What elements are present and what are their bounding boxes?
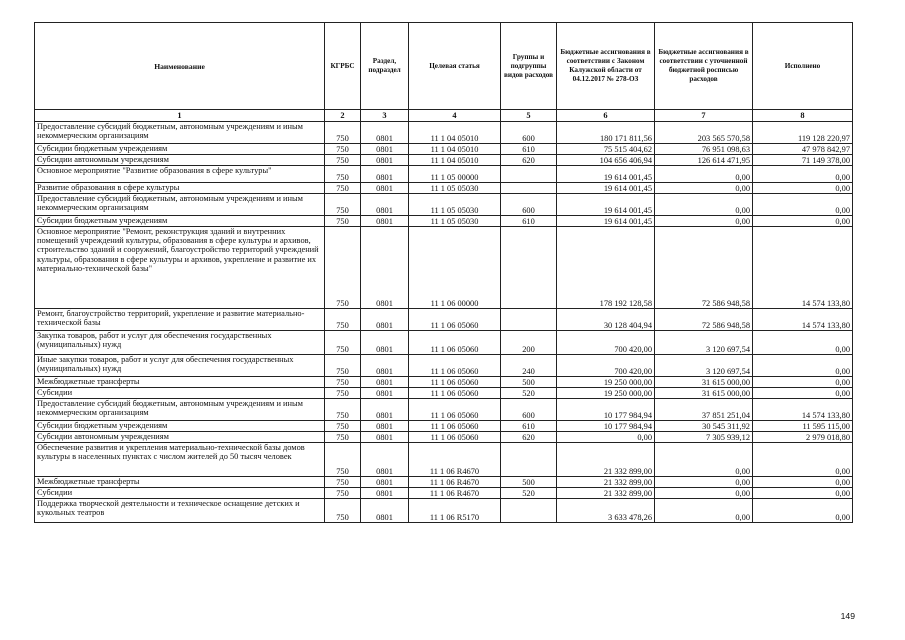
table-row <box>35 227 853 309</box>
row-law-amount-cell: 178 192 128,58 <box>557 227 655 309</box>
row-revised-amount-cell: 3 120 697,54 <box>655 355 753 377</box>
budget-table <box>34 22 853 523</box>
row-name-cell: Поддержка творческой деятельности и техническое оснащение детских и кукольных театров <box>35 499 325 523</box>
row-group-cell <box>501 309 557 331</box>
row-target-cell: 11 1 05 05030 <box>409 216 501 227</box>
row-section-cell: 0801 <box>361 227 409 309</box>
row-name-cell: Субсидии бюджетным учреждениям <box>35 421 325 432</box>
row-section-cell: 0801 <box>361 399 409 421</box>
header-groups: Группы и подгруппы видов расходов <box>501 23 557 110</box>
table-row <box>35 355 853 377</box>
row-law-amount-cell: 21 332 899,00 <box>557 488 655 499</box>
row-law-amount-cell: 19 250 000,00 <box>557 388 655 399</box>
row-revised-amount-cell: 0,00 <box>655 488 753 499</box>
header-executed: Исполнено <box>753 23 853 110</box>
row-revised-amount-cell: 203 565 570,58 <box>655 122 753 144</box>
row-section-cell: 0801 <box>361 183 409 194</box>
row-kgrbs-cell: 750 <box>325 377 361 388</box>
row-executed-amount-cell: 0,00 <box>753 331 853 355</box>
table-row <box>35 144 853 155</box>
row-group-cell <box>501 183 557 194</box>
row-target-cell: 11 1 06 R4670 <box>409 477 501 488</box>
table-row <box>35 155 853 166</box>
row-name-cell: Иные закупки товаров, работ и услуг для обеспечения государственных (муниципальных) нужд <box>35 355 325 377</box>
row-group-cell <box>501 499 557 523</box>
row-group-cell: 610 <box>501 144 557 155</box>
row-executed-amount-cell: 14 574 133,80 <box>753 309 853 331</box>
row-law-amount-cell: 21 332 899,00 <box>557 477 655 488</box>
row-kgrbs-cell: 750 <box>325 144 361 155</box>
row-law-amount-cell: 700 420,00 <box>557 331 655 355</box>
row-kgrbs-cell: 750 <box>325 331 361 355</box>
row-executed-amount-cell: 0,00 <box>753 166 853 183</box>
row-revised-amount-cell: 0,00 <box>655 216 753 227</box>
row-name-cell: Субсидии бюджетным учреждениям <box>35 216 325 227</box>
table-row <box>35 377 853 388</box>
row-section-cell: 0801 <box>361 355 409 377</box>
header-target: Целевая статья <box>409 23 501 110</box>
row-kgrbs-cell: 750 <box>325 309 361 331</box>
row-target-cell: 11 1 05 05030 <box>409 183 501 194</box>
row-executed-amount-cell: 0,00 <box>753 377 853 388</box>
row-section-cell: 0801 <box>361 432 409 443</box>
row-kgrbs-cell: 750 <box>325 183 361 194</box>
column-number-row <box>35 110 853 122</box>
row-executed-amount-cell: 0,00 <box>753 443 853 477</box>
table-row <box>35 183 853 194</box>
row-group-cell: 610 <box>501 216 557 227</box>
row-section-cell: 0801 <box>361 331 409 355</box>
col-number: 1 <box>35 110 325 122</box>
col-number: 6 <box>557 110 655 122</box>
row-target-cell: 11 1 06 05060 <box>409 355 501 377</box>
row-kgrbs-cell: 750 <box>325 499 361 523</box>
row-section-cell: 0801 <box>361 122 409 144</box>
row-name-cell: Закупка товаров, работ и услуг для обеспечения государственных (муниципальных) нужд <box>35 331 325 355</box>
row-target-cell: 11 1 06 05060 <box>409 432 501 443</box>
row-law-amount-cell: 10 177 984,94 <box>557 421 655 432</box>
row-law-amount-cell: 21 332 899,00 <box>557 443 655 477</box>
table-row <box>35 443 853 477</box>
row-name-cell: Основное мероприятие "Ремонт, реконструкция зданий и внутренних помещений учреждений культуры, образования в сфере культуры и архивов, строительство зданий и сооружений, благоустройство территорий учреждений культуры, образования в сфере культуры и архивов, укрепление и развитие их материально-технической базы" <box>35 227 325 309</box>
row-target-cell: 11 1 05 00000 <box>409 166 501 183</box>
row-section-cell: 0801 <box>361 166 409 183</box>
header-revised: Бюджетные ассигнования в соответствии с уточненной бюджетной росписью расходов <box>655 23 753 110</box>
row-section-cell: 0801 <box>361 477 409 488</box>
header-kgrbs: КГРБС <box>325 23 361 110</box>
header-name: Наименование <box>35 23 325 110</box>
row-name-cell: Межбюджетные трансферты <box>35 377 325 388</box>
row-executed-amount-cell: 47 978 842,97 <box>753 144 853 155</box>
row-law-amount-cell: 10 177 984,94 <box>557 399 655 421</box>
row-revised-amount-cell: 30 545 311,92 <box>655 421 753 432</box>
row-revised-amount-cell: 0,00 <box>655 166 753 183</box>
row-kgrbs-cell: 750 <box>325 388 361 399</box>
row-revised-amount-cell: 72 586 948,58 <box>655 227 753 309</box>
col-number: 3 <box>361 110 409 122</box>
row-section-cell: 0801 <box>361 377 409 388</box>
row-group-cell: 620 <box>501 155 557 166</box>
row-kgrbs-cell: 750 <box>325 443 361 477</box>
row-group-cell: 600 <box>501 399 557 421</box>
row-section-cell: 0801 <box>361 194 409 216</box>
table-header-row <box>35 23 853 110</box>
row-group-cell: 520 <box>501 488 557 499</box>
table-row <box>35 166 853 183</box>
col-number: 7 <box>655 110 753 122</box>
row-kgrbs-cell: 750 <box>325 122 361 144</box>
row-executed-amount-cell: 0,00 <box>753 499 853 523</box>
row-law-amount-cell: 3 633 478,26 <box>557 499 655 523</box>
table-row <box>35 331 853 355</box>
row-law-amount-cell: 75 515 404,62 <box>557 144 655 155</box>
row-revised-amount-cell: 0,00 <box>655 443 753 477</box>
row-kgrbs-cell: 750 <box>325 155 361 166</box>
table-row <box>35 432 853 443</box>
row-revised-amount-cell: 31 615 000,00 <box>655 377 753 388</box>
row-executed-amount-cell: 119 128 220,97 <box>753 122 853 144</box>
table-row <box>35 309 853 331</box>
row-executed-amount-cell: 0,00 <box>753 488 853 499</box>
row-executed-amount-cell: 0,00 <box>753 183 853 194</box>
row-section-cell: 0801 <box>361 216 409 227</box>
row-kgrbs-cell: 750 <box>325 194 361 216</box>
table-row <box>35 216 853 227</box>
row-name-cell: Субсидии <box>35 388 325 399</box>
table-row <box>35 388 853 399</box>
row-section-cell: 0801 <box>361 155 409 166</box>
row-name-cell: Межбюджетные трансферты <box>35 477 325 488</box>
row-executed-amount-cell: 14 574 133,80 <box>753 399 853 421</box>
row-kgrbs-cell: 750 <box>325 432 361 443</box>
row-law-amount-cell: 700 420,00 <box>557 355 655 377</box>
row-executed-amount-cell: 11 595 115,00 <box>753 421 853 432</box>
row-law-amount-cell: 19 614 001,45 <box>557 166 655 183</box>
row-target-cell: 11 1 06 05060 <box>409 399 501 421</box>
row-law-amount-cell: 19 250 000,00 <box>557 377 655 388</box>
row-revised-amount-cell: 0,00 <box>655 477 753 488</box>
row-group-cell: 600 <box>501 194 557 216</box>
row-executed-amount-cell: 71 149 378,00 <box>753 155 853 166</box>
row-kgrbs-cell: 750 <box>325 216 361 227</box>
row-section-cell: 0801 <box>361 443 409 477</box>
row-law-amount-cell: 19 614 001,45 <box>557 183 655 194</box>
row-law-amount-cell: 30 128 404,94 <box>557 309 655 331</box>
header-law: Бюджетные ассигнования в соответствии с Законом Калужской области от 04.12.2017 № 278-ОЗ <box>557 23 655 110</box>
row-revised-amount-cell: 7 305 939,12 <box>655 432 753 443</box>
row-name-cell: Субсидии <box>35 488 325 499</box>
row-kgrbs-cell: 750 <box>325 399 361 421</box>
row-executed-amount-cell: 14 574 133,80 <box>753 227 853 309</box>
row-revised-amount-cell: 0,00 <box>655 183 753 194</box>
row-target-cell: 11 1 06 05060 <box>409 388 501 399</box>
row-target-cell: 11 1 06 05060 <box>409 309 501 331</box>
row-section-cell: 0801 <box>361 488 409 499</box>
col-number: 5 <box>501 110 557 122</box>
row-executed-amount-cell: 0,00 <box>753 216 853 227</box>
col-number: 8 <box>753 110 853 122</box>
row-target-cell: 11 1 04 05010 <box>409 122 501 144</box>
row-revised-amount-cell: 0,00 <box>655 194 753 216</box>
row-executed-amount-cell: 0,00 <box>753 477 853 488</box>
row-executed-amount-cell: 2 979 018,80 <box>753 432 853 443</box>
table-row <box>35 477 853 488</box>
table-row <box>35 499 853 523</box>
row-target-cell: 11 1 06 00000 <box>409 227 501 309</box>
table-body <box>35 110 853 523</box>
row-name-cell: Обеспечение развития и укрепления материально-технической базы домов культуры в населенных пунктах с числом жителей до 50 тысяч человек <box>35 443 325 477</box>
row-section-cell: 0801 <box>361 309 409 331</box>
row-target-cell: 11 1 04 05010 <box>409 144 501 155</box>
row-group-cell: 610 <box>501 421 557 432</box>
row-name-cell: Субсидии автономным учреждениям <box>35 432 325 443</box>
row-target-cell: 11 1 06 05060 <box>409 421 501 432</box>
row-law-amount-cell: 19 614 001,45 <box>557 194 655 216</box>
table-row <box>35 488 853 499</box>
row-section-cell: 0801 <box>361 388 409 399</box>
row-kgrbs-cell: 750 <box>325 227 361 309</box>
header-section: Раздел, подраздел <box>361 23 409 110</box>
row-revised-amount-cell: 31 615 000,00 <box>655 388 753 399</box>
col-number: 4 <box>409 110 501 122</box>
row-section-cell: 0801 <box>361 421 409 432</box>
page-number: 149 <box>840 611 855 621</box>
row-revised-amount-cell: 76 951 098,63 <box>655 144 753 155</box>
row-target-cell: 11 1 05 05030 <box>409 194 501 216</box>
row-revised-amount-cell: 37 851 251,04 <box>655 399 753 421</box>
budget-document <box>34 22 854 523</box>
row-revised-amount-cell: 3 120 697,54 <box>655 331 753 355</box>
table-row <box>35 122 853 144</box>
table-row <box>35 194 853 216</box>
row-kgrbs-cell: 750 <box>325 421 361 432</box>
row-group-cell: 500 <box>501 377 557 388</box>
row-revised-amount-cell: 126 614 471,95 <box>655 155 753 166</box>
row-group-cell: 600 <box>501 122 557 144</box>
row-kgrbs-cell: 750 <box>325 355 361 377</box>
row-target-cell: 11 1 06 R4670 <box>409 488 501 499</box>
row-revised-amount-cell: 72 586 948,58 <box>655 309 753 331</box>
row-target-cell: 11 1 06 05060 <box>409 331 501 355</box>
row-group-cell <box>501 166 557 183</box>
row-name-cell: Развитие образования в сфере культуры <box>35 183 325 194</box>
row-target-cell: 11 1 06 R5170 <box>409 499 501 523</box>
table-row <box>35 421 853 432</box>
table-row <box>35 399 853 421</box>
row-name-cell: Основное мероприятие "Развитие образования в сфере культуры" <box>35 166 325 183</box>
row-target-cell: 11 1 06 05060 <box>409 377 501 388</box>
row-section-cell: 0801 <box>361 144 409 155</box>
row-executed-amount-cell: 0,00 <box>753 355 853 377</box>
row-group-cell: 520 <box>501 388 557 399</box>
row-section-cell: 0801 <box>361 499 409 523</box>
row-name-cell: Предоставление субсидий бюджетным, автономным учреждениям и иным некоммерческим организациям <box>35 399 325 421</box>
row-target-cell: 11 1 04 05010 <box>409 155 501 166</box>
row-executed-amount-cell: 0,00 <box>753 388 853 399</box>
row-name-cell: Субсидии автономным учреждениям <box>35 155 325 166</box>
row-kgrbs-cell: 750 <box>325 166 361 183</box>
row-kgrbs-cell: 750 <box>325 477 361 488</box>
row-law-amount-cell: 104 656 406,94 <box>557 155 655 166</box>
row-name-cell: Субсидии бюджетным учреждениям <box>35 144 325 155</box>
row-law-amount-cell: 19 614 001,45 <box>557 216 655 227</box>
row-law-amount-cell: 0,00 <box>557 432 655 443</box>
row-executed-amount-cell: 0,00 <box>753 194 853 216</box>
row-group-cell: 620 <box>501 432 557 443</box>
row-name-cell: Предоставление субсидий бюджетным, автономным учреждениям и иным некоммерческим организациям <box>35 122 325 144</box>
row-group-cell <box>501 443 557 477</box>
row-group-cell: 240 <box>501 355 557 377</box>
row-name-cell: Ремонт, благоустройство территорий, укрепление и развитие материально-технической базы <box>35 309 325 331</box>
row-law-amount-cell: 180 171 811,56 <box>557 122 655 144</box>
row-group-cell: 200 <box>501 331 557 355</box>
row-kgrbs-cell: 750 <box>325 488 361 499</box>
row-group-cell: 500 <box>501 477 557 488</box>
col-number: 2 <box>325 110 361 122</box>
row-revised-amount-cell: 0,00 <box>655 499 753 523</box>
row-target-cell: 11 1 06 R4670 <box>409 443 501 477</box>
row-name-cell: Предоставление субсидий бюджетным, автономным учреждениям и иным некоммерческим организациям <box>35 194 325 216</box>
row-group-cell <box>501 227 557 309</box>
